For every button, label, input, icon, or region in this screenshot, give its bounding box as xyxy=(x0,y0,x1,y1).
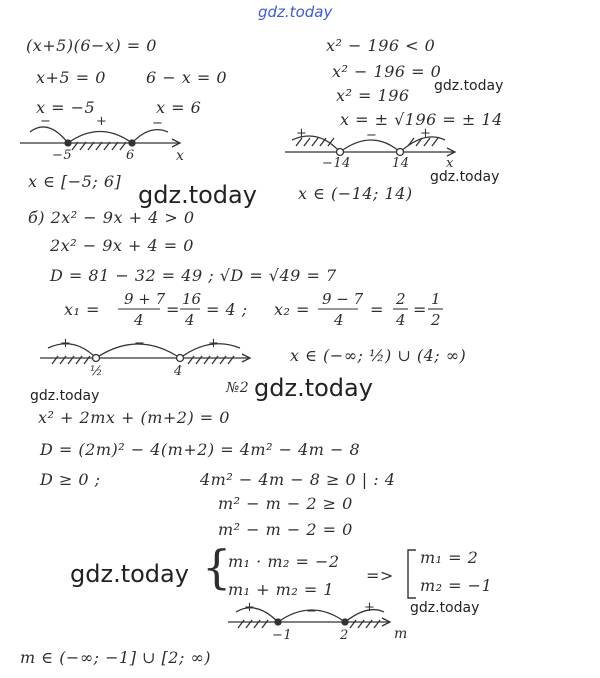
root-x1-label: x₁ = xyxy=(64,300,100,319)
sign-label: − xyxy=(40,114,52,129)
sign-label: + xyxy=(420,126,432,141)
root-x1-result: = 4 ; xyxy=(206,300,248,319)
watermark: gdz.today xyxy=(410,600,480,616)
sign-label: − xyxy=(152,116,164,131)
fraction-denominator: 4 xyxy=(185,311,195,329)
watermark: gdz.today xyxy=(430,169,500,185)
root-m1: m₁ = 2 xyxy=(420,548,479,567)
fraction-numerator: 16 xyxy=(182,290,202,308)
sign-label: + xyxy=(208,336,220,351)
equation-line: x = ± √196 = ± 14 xyxy=(340,110,503,129)
equation-line: x = −5 xyxy=(36,98,96,117)
equation-line: x² = 196 xyxy=(336,86,410,105)
axis-label: −5 xyxy=(52,148,73,163)
fraction-denominator: 4 xyxy=(134,311,144,329)
axis-label: m xyxy=(394,626,408,642)
equation-line: D = 81 − 32 = 49 ; √D = √49 = 7 xyxy=(50,266,337,285)
watermark: gdz.today xyxy=(254,374,373,402)
sign-label: + xyxy=(96,114,108,129)
fraction-numerator: 9 + 7 xyxy=(124,290,166,308)
axis-label: ½ xyxy=(90,364,104,379)
watermark: gdz.today xyxy=(70,560,189,588)
equation-line: D = (2m)² − 4(m+2) = 4m² − 4m − 8 xyxy=(40,440,361,459)
fraction-denominator: 4 xyxy=(334,311,344,329)
system-equation: m₁ + m₂ = 1 xyxy=(228,580,335,599)
equals-sign: = xyxy=(370,300,384,319)
fraction-numerator: 9 − 7 xyxy=(322,290,364,308)
equation-line: x = 6 xyxy=(156,98,202,117)
sign-label: + xyxy=(364,600,376,615)
axis-label: x xyxy=(446,156,454,171)
fraction-numerator: 2 xyxy=(396,290,406,308)
implies-arrow: => xyxy=(366,566,394,585)
fraction-denominator: 4 xyxy=(396,311,406,329)
root-x2-label: x₂ = xyxy=(274,300,310,319)
axis-label: 6 xyxy=(126,148,135,163)
answer: m ∈ (−∞; −1] ∪ [2; ∞) xyxy=(20,648,212,667)
equation-line: x² − 196 = 0 xyxy=(332,62,442,81)
sign-label: + xyxy=(60,336,72,351)
sign-label: − xyxy=(306,604,318,619)
equation-line: 2x² − 9x + 4 = 0 xyxy=(50,236,194,255)
equation-line: x² + 2mx + (m+2) = 0 xyxy=(38,408,230,427)
watermark: gdz.today xyxy=(30,388,100,404)
equation-line: (x+5)(6−x) = 0 xyxy=(26,36,157,55)
equation-line: 4m² − 4m − 8 ≥ 0 | : 4 xyxy=(200,470,396,489)
equals-sign: = xyxy=(413,300,427,319)
axis-label: 14 xyxy=(392,156,410,171)
sign-label: + xyxy=(296,126,308,141)
system-equation: m₁ · m₂ = −2 xyxy=(228,552,340,571)
equation-line: x+5 = 0 xyxy=(36,68,106,87)
equation-line: D ≥ 0 ; xyxy=(40,470,101,489)
equation-line: m² − m − 2 ≥ 0 xyxy=(218,494,353,513)
answer: x ∈ [−5; 6] xyxy=(28,172,122,191)
root-m2: m₂ = −1 xyxy=(420,576,493,595)
equation-line: m² − m − 2 = 0 xyxy=(218,520,353,539)
task-number: №2 xyxy=(226,380,250,396)
sign-label: − xyxy=(134,336,146,351)
watermark: gdz.today xyxy=(138,181,257,209)
system-brace: { xyxy=(202,540,232,594)
watermark: gdz.today xyxy=(434,78,504,94)
fraction-numerator: 1 xyxy=(431,290,441,308)
axis-label: −1 xyxy=(272,628,293,643)
fraction-denominator: 2 xyxy=(431,311,441,329)
answer: x ∈ (−∞; ½) ∪ (4; ∞) xyxy=(290,346,467,365)
result-bracket xyxy=(408,550,416,598)
watermark-top: gdz.today xyxy=(258,3,333,21)
axis-label: x xyxy=(176,148,185,164)
axis-label: 2 xyxy=(340,628,349,643)
answer: x ∈ (−14; 14) xyxy=(298,184,413,203)
equation-line: б) 2x² − 9x + 4 > 0 xyxy=(28,208,195,227)
equals-sign: = xyxy=(166,300,180,319)
sign-label: + xyxy=(244,600,256,615)
equation-line: 6 − x = 0 xyxy=(146,68,228,87)
sign-label: − xyxy=(366,128,378,143)
axis-label: 4 xyxy=(174,364,183,379)
axis-label: −14 xyxy=(322,156,351,171)
equation-line: x² − 196 < 0 xyxy=(326,36,436,55)
